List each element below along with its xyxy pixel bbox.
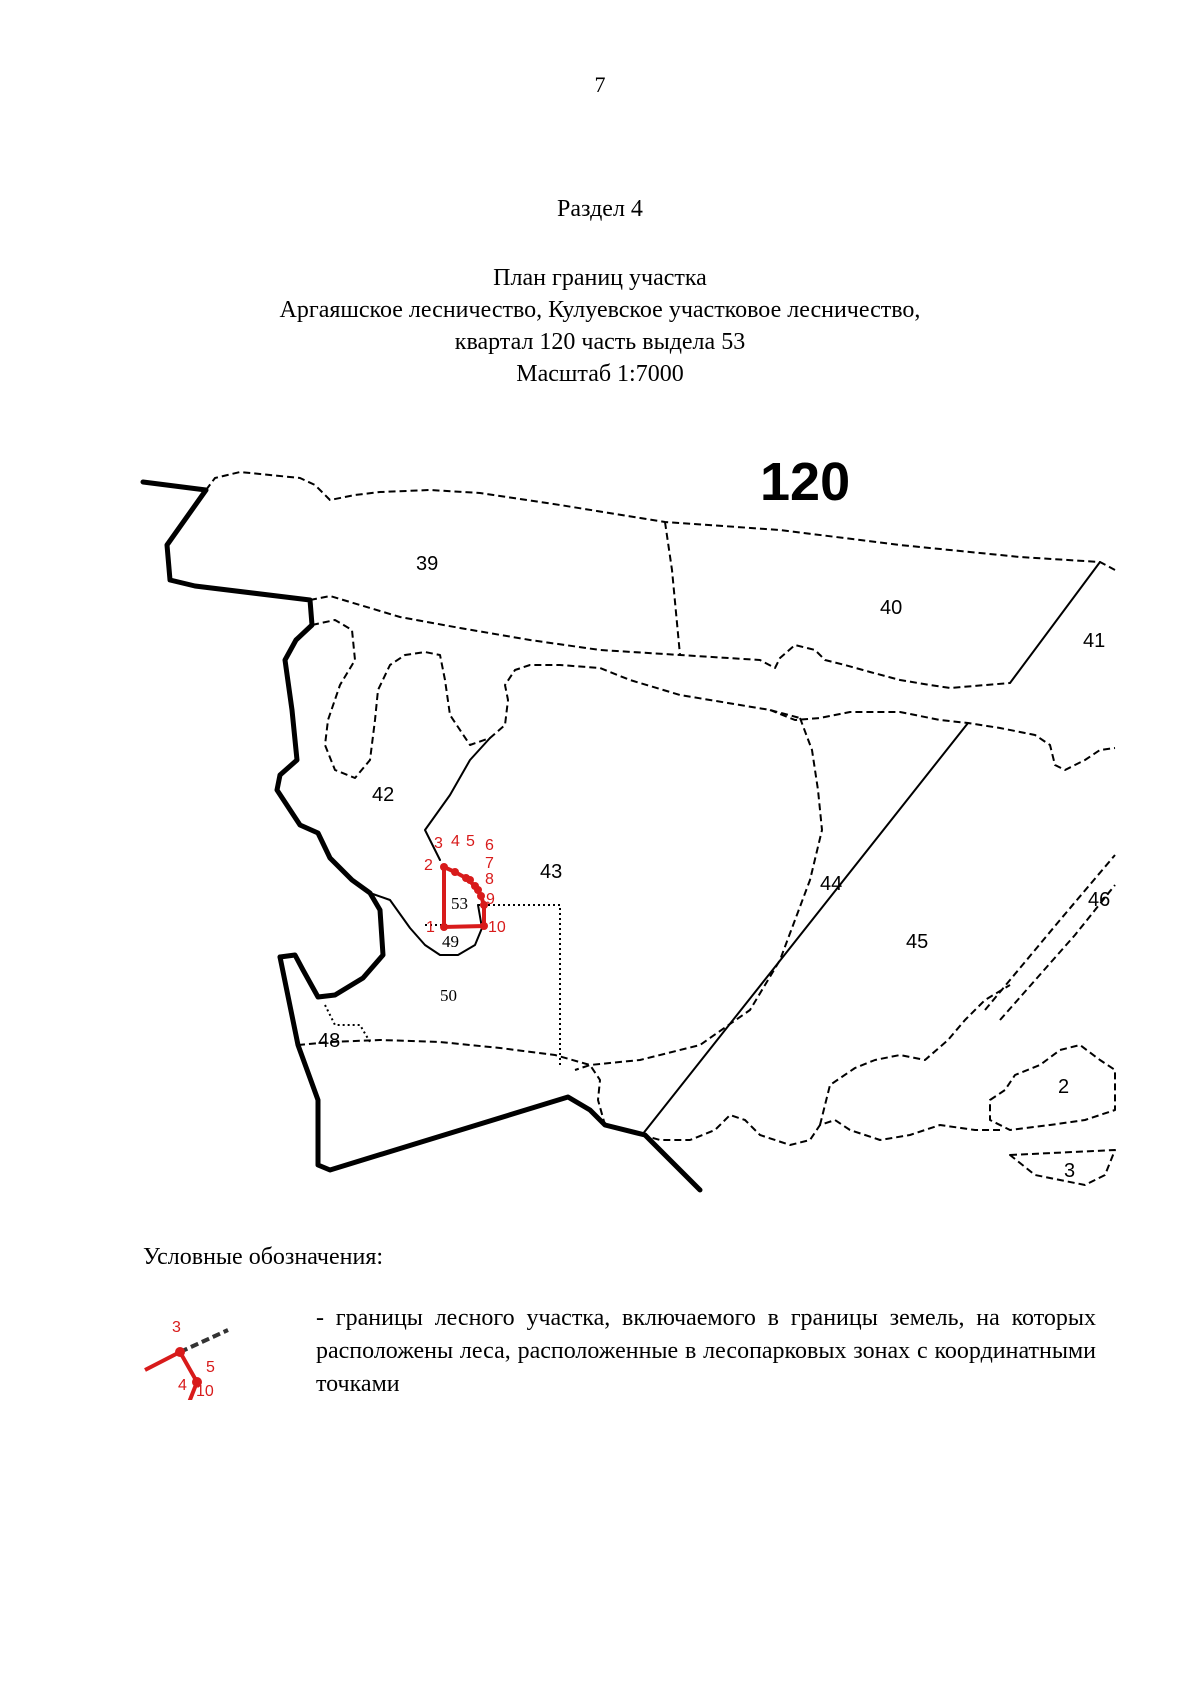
legend-label-3: 3 [172,1319,181,1336]
point-label-6: 6 [485,837,494,854]
inner-label-50: 50 [440,986,457,1005]
plot-point-8 [477,892,485,900]
legend-point-3 [175,1347,185,1357]
section-title: Раздел 4 [557,196,643,222]
plan-heading-line-3: квартал 120 часть выдела 53 [454,329,746,355]
point-label-1: 1 [426,919,435,936]
plot-point-2 [440,863,448,871]
dashed-line-40-divider [665,522,680,655]
parcel-label-48: 48 [318,1030,341,1052]
parcel-label-42: 42 [372,784,395,806]
parcel-label-43: 43 [540,861,563,883]
inner-label-53: 53 [451,894,468,913]
outer-boundary-north [143,482,383,997]
quarter-number-label: 120 [760,452,851,512]
dashed-line-46 [985,855,1115,1010]
point-label-5: 5 [466,833,475,850]
parcel-label-2: 2 [1058,1076,1070,1098]
parcel-label-45: 45 [906,931,929,953]
boundary-line-45 [642,723,968,1135]
legend-description: - границы лесного участка, включаемого в границы земель, на которых расположены леса, расположенные в лесопарковых зонах с координатными точками [316,1305,1096,1397]
inner-label-49: 49 [442,932,459,951]
plan-heading-line-2: Аргаяшское лесничество, Кулуевское участковое лесничество, [279,297,921,323]
point-label-9: 9 [486,891,495,908]
page-number: 7 [594,72,606,97]
dashed-line-south [298,1040,605,1125]
plot-point-10 [480,922,488,930]
parcel-label-40: 40 [880,597,903,619]
parcel-label-39: 39 [416,553,439,575]
dashed-line-39 [310,596,1010,688]
legend-label-4: 4 [178,1377,187,1394]
parcel-label-41: 41 [1083,630,1106,652]
parcel-label-46: 46 [1088,889,1111,911]
boundary-line-41 [1010,562,1100,683]
plot-point-1 [440,923,448,931]
dashed-line-42-loop [312,620,800,778]
legend-label-5: 5 [206,1359,215,1376]
dashed-parcel-3 [1010,1150,1115,1185]
dashed-line-north [206,472,1115,570]
point-label-7: 7 [485,855,494,872]
dashed-line-44 [575,718,822,1070]
point-label-8: 8 [485,871,494,888]
point-label-10: 10 [488,919,506,936]
dashed-line-43 [770,710,1115,770]
legend-title: Условные обозначения: [143,1244,384,1270]
legend-label-10: 10 [196,1383,214,1400]
dashed-line-45-east [820,985,1010,1125]
legend-dashed-line [180,1330,228,1352]
point-label-3: 3 [434,835,443,852]
dashed-parcel-2 [990,1045,1115,1130]
parcel-label-44: 44 [820,873,843,895]
plan-heading-line-4: Масштаб 1:7000 [516,361,684,387]
point-label-2: 2 [424,857,433,874]
parcel-label-3: 3 [1064,1160,1076,1182]
point-label-4: 4 [451,833,460,850]
legend-symbol [140,1310,240,1400]
plot-point-3 [451,868,459,876]
legend-boundary-line [145,1352,197,1400]
plan-heading-line-1: План границ участка [493,265,707,291]
